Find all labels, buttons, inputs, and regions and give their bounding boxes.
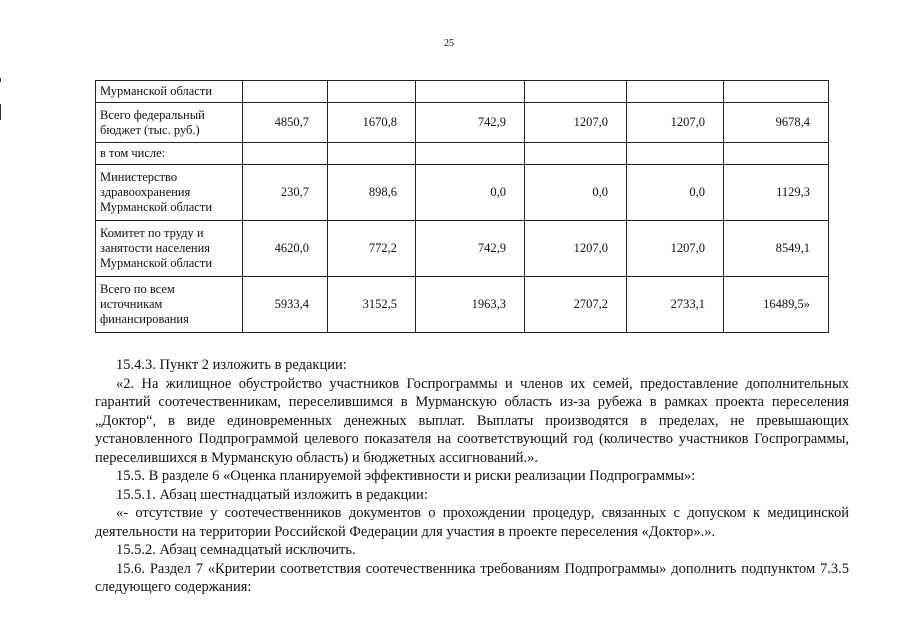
row-label: Всего по всем источникам финансирования (96, 277, 243, 333)
table-row (96, 81, 829, 103)
cell-value: 2707,2 (525, 277, 627, 333)
cell-value: 1963,3 (416, 277, 525, 333)
paragraph-15-5-1: 15.5.1. Абзац шестнадцатый изложить в редакции: (116, 486, 428, 503)
cell-value: 2733,1 (627, 277, 724, 333)
cell-value (416, 81, 525, 103)
cell-value: 1207,0 (627, 221, 724, 277)
cell-value: 1207,0 (627, 103, 724, 143)
cell-value: 1670,8 (328, 103, 416, 143)
table-row (96, 103, 829, 143)
cell-value (525, 81, 627, 103)
page-number: 25 (444, 38, 454, 49)
cell-value: 742,9 (416, 103, 525, 143)
cell-value (243, 81, 328, 103)
cell-value (724, 81, 829, 103)
paragraph-quote: «- отсутствие у соотечественников документов о прохождении процедур, связанных с допуском к медицинской деятельности на территории Российской Федерации для участия в проекте переселения «Доктор».». (95, 505, 849, 540)
cell-value (627, 143, 724, 165)
table-row (96, 277, 829, 333)
cell-value: 3152,5 (328, 277, 416, 333)
paragraph-15-5: 15.5. В разделе 6 «Оценка планируемой эффективности и риски реализации Подпрограммы»: (116, 468, 696, 484)
paragraph-item-2: «2. На жилищное обустройство участников Госпрограммы и членов их семей, предоставление дополнительных гарантий соотечественникам, переселившимся в Мурманскую область из-за рубежа в рамках проекта переселения „Доктор“, в виде единовременных денежных выплат. Выплаты производятся в пределах, не превышающих установленного Подпрограммой целевого показателя на соответствующий год (количество участников Госпрограммы, переселившихся в Мурманскую область) и бюджетных ассигнований.». (95, 375, 849, 466)
cell-value (416, 143, 525, 165)
cell-value: 742,9 (416, 221, 525, 277)
cell-value: 16489,5» (724, 277, 829, 333)
budget-table (95, 80, 829, 333)
cell-value: 898,6 (328, 165, 416, 221)
cell-value: 1207,0 (525, 103, 627, 143)
cell-value: 0,0 (416, 165, 525, 221)
cell-value: 5933,4 (243, 277, 328, 333)
cell-value: 230,7 (243, 165, 328, 221)
table-row (96, 143, 829, 165)
cell-value (328, 81, 416, 103)
cell-value (724, 143, 829, 165)
cell-value: 9678,4 (724, 103, 829, 143)
cell-value: 4620,0 (243, 221, 328, 277)
scan-mark (0, 78, 1, 82)
cell-value (243, 143, 328, 165)
cell-value: 0,0 (627, 165, 724, 221)
table-row (96, 221, 829, 277)
paragraph-15-4-3: 15.4.3. Пункт 2 изложить в редакции: (116, 357, 347, 373)
row-label: Комитет по труду и занятости населения Мурманской области (96, 221, 243, 277)
row-label: Министерство здравоохранения Мурманской области (96, 165, 243, 221)
cell-value: 1129,3 (724, 165, 829, 221)
row-label: в том числе: (96, 143, 243, 165)
cell-value (525, 143, 627, 165)
row-label: Всего федеральный бюджет (тыс. руб.) (96, 103, 243, 143)
document-body (95, 356, 849, 597)
cell-value (328, 143, 416, 165)
row-label: Мурманской области (96, 81, 243, 103)
cell-value (627, 81, 724, 103)
paragraph-15-6: 15.6. Раздел 7 «Критерии соответствия соотечественника требованиям Подпрограммы» дополнить подпунктом 7.3.5 следующего содержания: (95, 560, 849, 595)
paragraph-15-5-2: 15.5.2. Абзац семнадцатый исключить. (116, 542, 356, 558)
table-row (96, 165, 829, 221)
scan-mark (0, 104, 1, 120)
cell-value: 4850,7 (243, 103, 328, 143)
cell-value: 1207,0 (525, 221, 627, 277)
cell-value: 8549,1 (724, 221, 829, 277)
cell-value: 0,0 (525, 165, 627, 221)
cell-value: 772,2 (328, 221, 416, 277)
